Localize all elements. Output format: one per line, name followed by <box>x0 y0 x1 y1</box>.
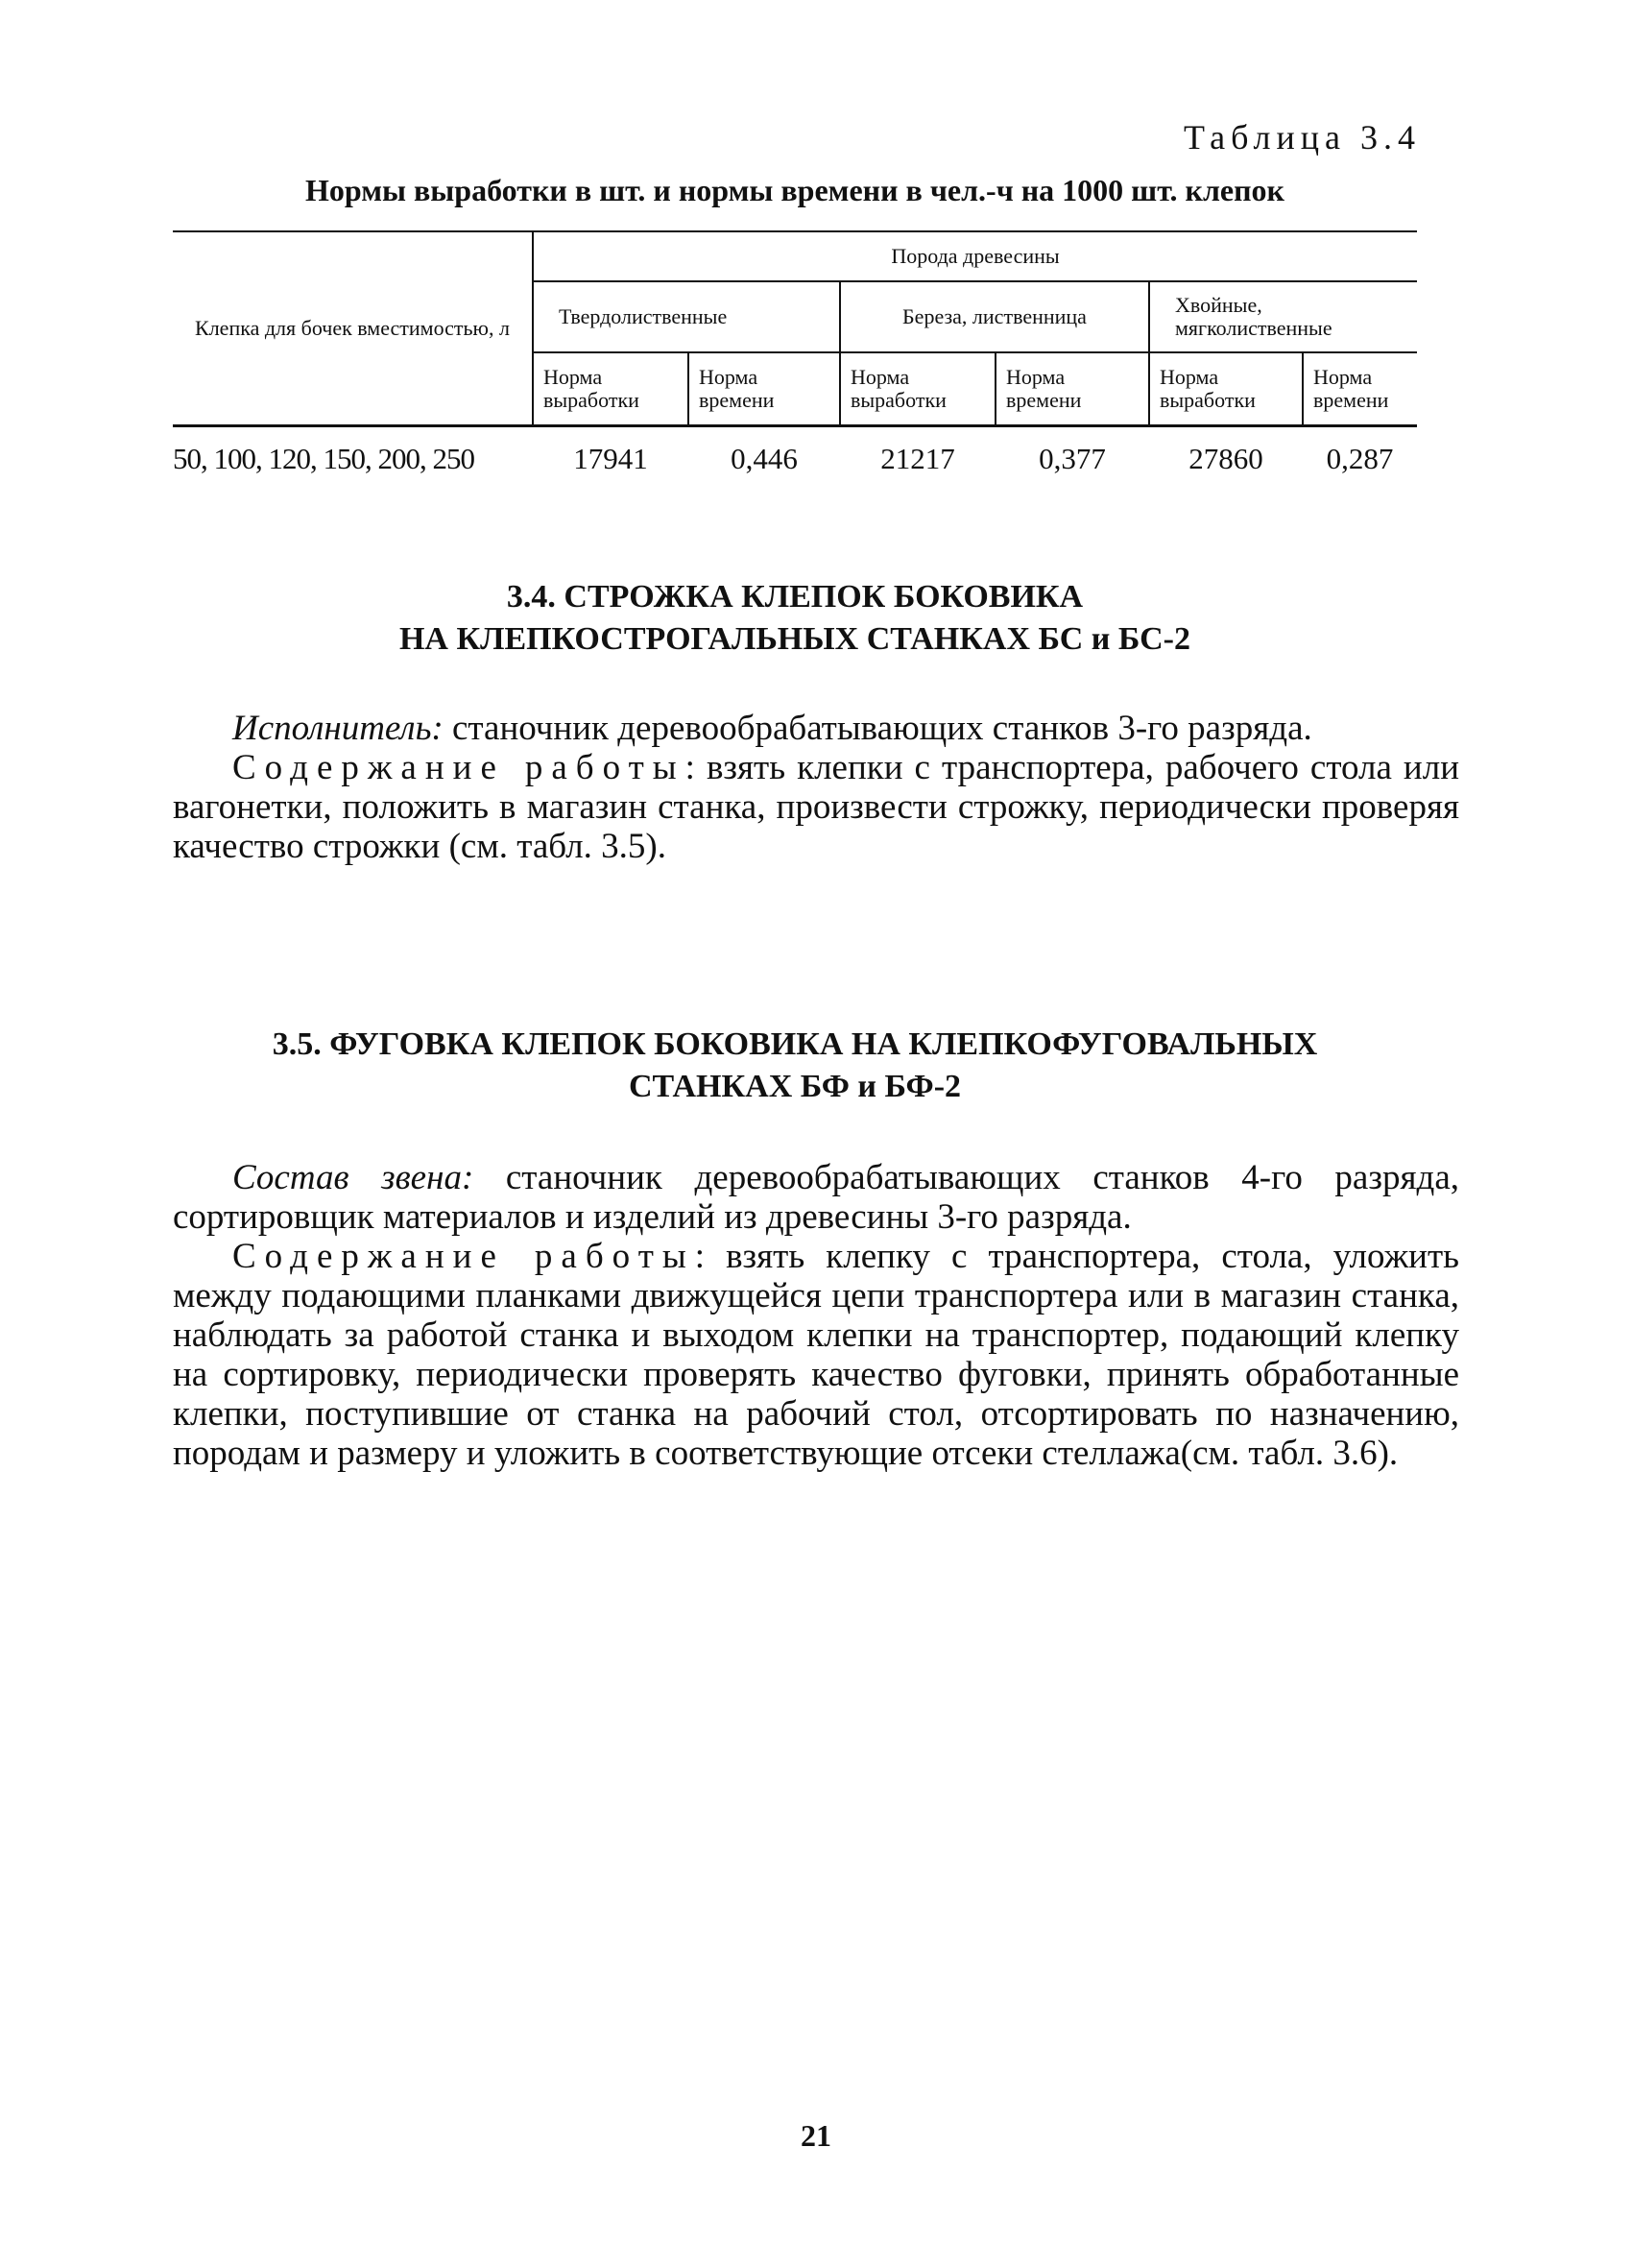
section-3-5-heading <box>173 1024 1417 1108</box>
capacities-cell: 50, 100, 120, 150, 200, 250 <box>173 442 474 475</box>
section-3-4-body <box>173 709 1459 866</box>
table-cell: 27860 <box>1188 442 1263 475</box>
subheader-output-norm: Норма выработки <box>840 352 996 426</box>
table-cell: 21217 <box>880 442 955 475</box>
work-content-text: : взять клепки с транспортера, рабочего стола или вагонетки, положить в магазин станка, произвести строжку, периодически проверяя качество строжки (см. табл. 3.5). <box>173 748 1459 866</box>
heading-line: СТАНКАХ БФ и БФ-2 <box>628 1069 962 1104</box>
work-content-paragraph <box>173 1237 1459 1473</box>
wood-species-header: Порода древесины <box>533 231 1417 281</box>
subheader-time-norm: Норма времени <box>996 352 1149 426</box>
subheader-time-norm: Норма времени <box>688 352 840 426</box>
table-cell: 0,287 <box>1326 442 1394 475</box>
table-row <box>173 426 1417 492</box>
work-content-label: Содержание работы <box>232 748 685 787</box>
section-3-5-body <box>173 1158 1459 1473</box>
crew-paragraph <box>173 1158 1459 1237</box>
heading-line: 3.5. ФУГОВКА КЛЕПОК БОКОВИКА НА КЛЕПКОФУГОВАЛЬНЫХ <box>272 1026 1318 1062</box>
norms-table <box>173 230 1417 491</box>
table-cell: 17941 <box>573 442 648 475</box>
table-label: Таблица 3.4 <box>1184 118 1421 157</box>
work-content-paragraph <box>173 748 1459 866</box>
table-cell: 0,377 <box>1039 442 1106 475</box>
subheader-time-norm: Норма времени <box>1303 352 1417 426</box>
heading-line: 3.4. СТРОЖКА КЛЕПОК БОКОВИКА <box>506 579 1084 615</box>
table-cell: 0,446 <box>731 442 798 475</box>
crew-text: станочник деревообрабатывающих станков 4-го разряда, сортировщик материалов и изделий из древесины 3-го разряда. <box>173 1158 1459 1237</box>
group-header-hardwood: Твердолиственные <box>533 281 840 352</box>
section-3-4-heading <box>173 576 1417 661</box>
subheader-output-norm: Норма выработки <box>1149 352 1303 426</box>
performer-label: Исполнитель: <box>232 709 444 748</box>
row-label-header: Клепка для бочек вместимостью, л <box>173 231 533 426</box>
page-number: 21 <box>801 2118 831 2153</box>
crew-label: Состав звена: <box>232 1158 474 1197</box>
group-header-conifer-softwood: Хвойные, мягколиственные <box>1149 281 1417 352</box>
performer-paragraph <box>173 709 1459 748</box>
subheader-output-norm: Норма выработки <box>533 352 688 426</box>
group-header-birch-larch: Береза, лиственница <box>840 281 1149 352</box>
work-content-text: : взять клепку с транспортера, стола, уложить между подающими планками движущейся цепи транспортера или в магазин станка, наблюдать за работой станка и выходом клепки на транспортер, подающий клепку на сортировку, периодически проверять качество фуговки, принять обработанные клепки, поступившие от станка на рабочий стол, отсортировать по назначению, породам и размеру и уложить в соответствующие отсеки стеллажа(см. табл. 3.6). <box>173 1237 1459 1473</box>
performer-text: станочник деревообрабатывающих станков 3-го разряда. <box>451 709 1312 748</box>
heading-line: НА КЛЕПКОСТРОГАЛЬНЫХ СТАНКАХ БС и БС-2 <box>398 621 1191 657</box>
work-content-label: Содержание работы <box>232 1237 695 1276</box>
table-caption: Нормы выработки в шт. и нормы времени в чел.-ч на 1000 шт. клепок <box>305 173 1284 207</box>
